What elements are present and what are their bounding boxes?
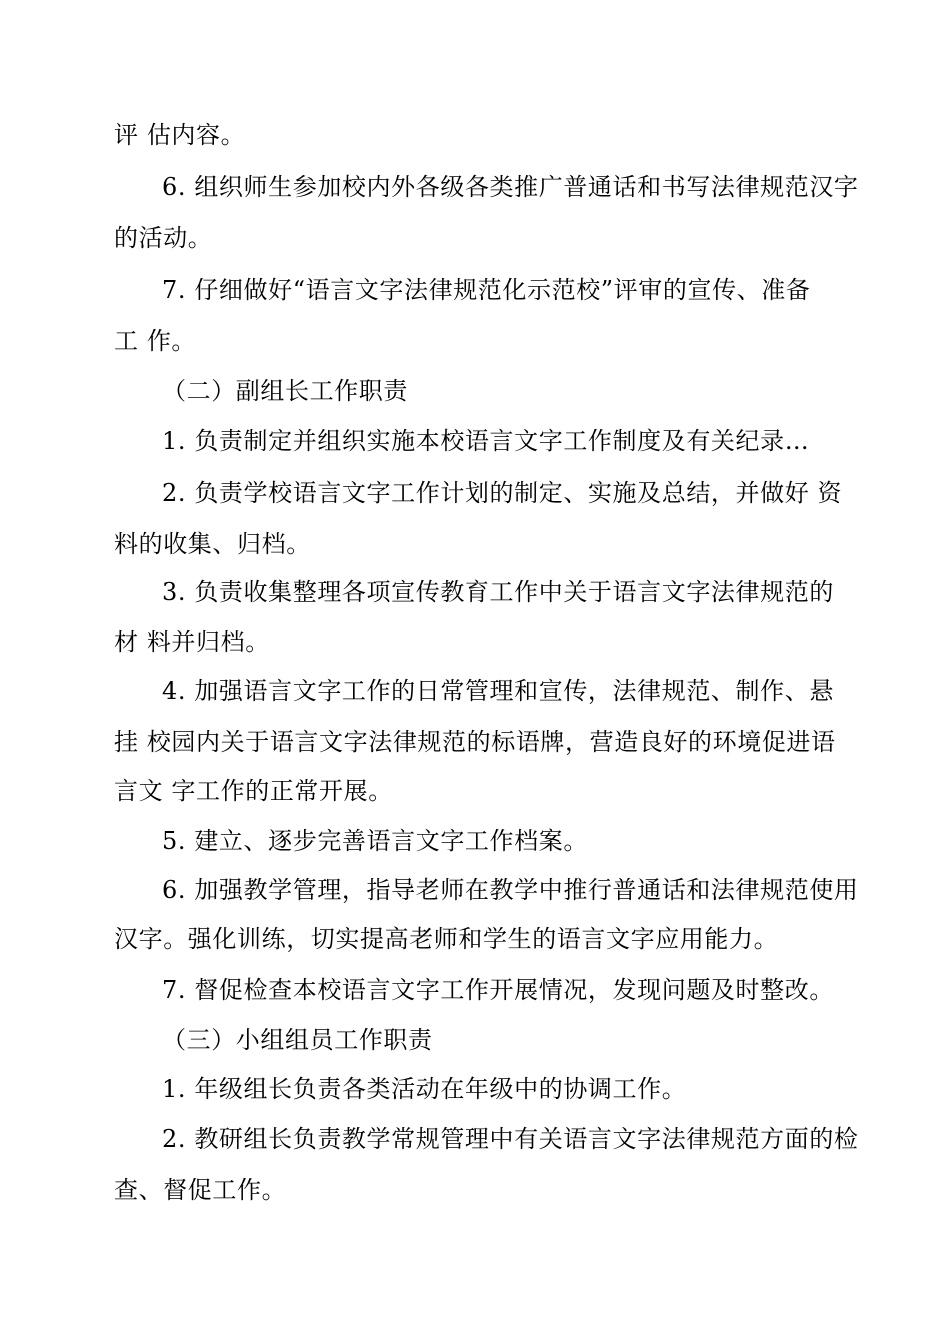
text-line: 挂 校园内关于语言文字法律规范的标语牌，营造良好的环境促进语 [114, 728, 836, 756]
text-line: 7. 督促检查本校语言文字工作开展情况，发现问题及时整改。 [162, 976, 834, 1004]
text-line: 7. 仔细做好“语言文字法律规范化示范校”评审的宣传、准备 [162, 276, 811, 304]
text-line: 3. 负责收集整理各项宣传教育工作中关于语言文字法律规范的 [162, 578, 834, 606]
text-line: 6. 组织师生参加校内外各级各类推广普通话和书写法律规范汉字 [162, 173, 859, 201]
text-line: 2. 负责学校语言文字工作计划的制定、实施及总结，并做好 资 [162, 479, 843, 507]
text-line: 言文 字工作的正常开展。 [114, 777, 393, 805]
text-line: 1. 负责制定并组织实施本校语言文字工作制度及有关纪录… [162, 427, 810, 455]
text-line: 工 作。 [114, 327, 197, 355]
text-line: 4. 加强语言文字工作的日常管理和宣传，法律规范、制作、悬 [162, 677, 834, 705]
text-line: 6. 加强教学管理，指导老师在教学中推行普通话和法律规范使用 [162, 876, 859, 904]
text-line: 料的收集、归档。 [114, 530, 311, 558]
text-line: 的活动。 [114, 224, 213, 252]
text-line: 1. 年级组长负责各类活动在年级中的协调工作。 [162, 1075, 687, 1103]
section-heading: （三）小组组员工作职责 [162, 1026, 433, 1054]
text-line: 材 料并归档。 [114, 628, 270, 656]
section-heading: （二）副组长工作职责 [162, 377, 408, 405]
text-line: 评 估内容。 [114, 121, 246, 149]
text-line: 2. 教研组长负责教学常规管理中有关语言文字法律规范方面的检 [162, 1125, 859, 1153]
text-line: 汉字。强化训练，切实提高老师和学生的语言文字应用能力。 [114, 925, 779, 953]
text-line: 5. 建立、逐步完善语言文字工作档案。 [162, 827, 588, 855]
text-line: 查、督促工作。 [114, 1176, 287, 1204]
